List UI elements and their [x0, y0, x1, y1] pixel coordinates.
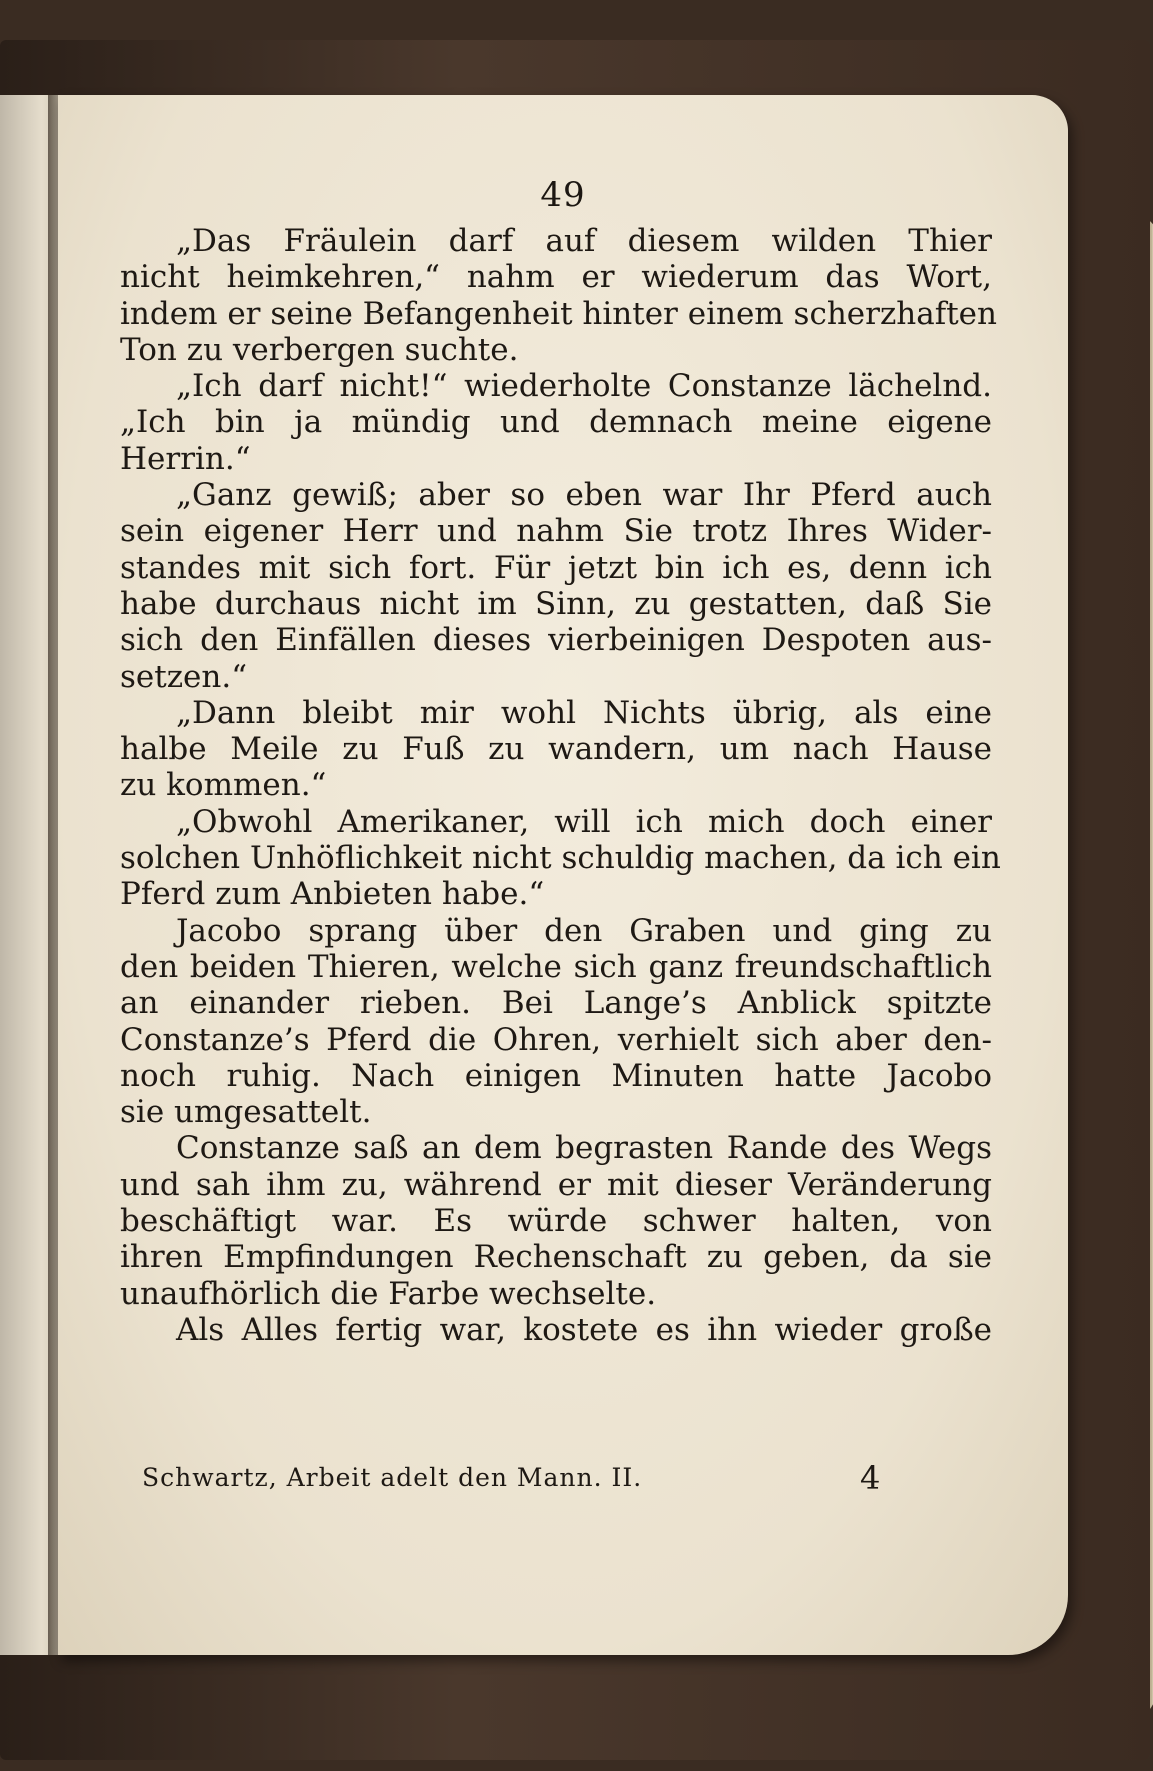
text-line: setzen.“ [120, 658, 248, 695]
text-line: indem er seine Befangenheit hinter einem scherzhaften [120, 295, 997, 332]
text-line: „Ganz gewiß; aber so eben war Ihr Pferd auch [176, 477, 992, 514]
text-line: sie umgesattelt. [120, 1094, 372, 1131]
text-line: Pferd zum Anbieten habe.“ [120, 876, 545, 913]
text-line: Constanze’s Pferd die Ohren, verhielt sich aber den- [120, 1021, 992, 1058]
paragraph [120, 803, 1001, 913]
paragraph [120, 913, 992, 1131]
text-line: habe durchaus nicht im Sinn, zu gestatten, daß Sie [120, 585, 992, 622]
text-line: standes mit sich fort. Für jetzt bin ich es, denn ich [120, 549, 992, 586]
paragraph [120, 368, 992, 477]
text-line: Constanze saß an dem begrasten Rande des Wegs [176, 1130, 992, 1167]
page-number: 49 [540, 175, 586, 215]
text-line: unaufhörlich die Farbe wechselte. [120, 1275, 657, 1312]
footer-imprint: Schwartz, Arbeit adelt den Mann. II. [142, 1463, 643, 1492]
text-line: beschäftigt war. Es würde schwer halten, von [120, 1203, 992, 1240]
text-line: „Das Fräulein darf auf diesem wilden Thier [176, 223, 992, 259]
page-footer [142, 1459, 982, 1503]
paragraph [120, 1130, 992, 1311]
text-line: sein eigener Herr und nahm Sie trotz Ihres Wider- [120, 513, 992, 550]
text-line: solchen Unhöflichkeit nicht schuldig machen, da ich ein [120, 840, 1001, 877]
text-line: „Ich darf nicht!“ wiederholte Constanze lächelnd. [176, 368, 992, 405]
text-line: an einander rieben. Bei Lange’s Anblick spitzte [120, 985, 992, 1022]
paragraph [120, 477, 992, 695]
signature-mark: 4 [860, 1459, 881, 1497]
paragraph [120, 1312, 992, 1348]
text-line: Herrin.“ [120, 440, 251, 477]
text-line: den beiden Thieren, welche sich ganz freundschaftlich [120, 948, 992, 985]
text-line: Als Alles fertig war, kostete es ihn wieder große [176, 1311, 992, 1348]
text-line: und sah ihm zu, während er mit dieser Veränderung [120, 1166, 992, 1203]
text-line: „Obwohl Amerikaner, will ich mich doch einer [176, 803, 992, 840]
text-line: halbe Meile zu Fuß zu wandern, um nach Hause [120, 731, 992, 768]
text-line: nicht heimkehren,“ nahm er wiederum das Wort, [120, 259, 992, 296]
body-text [120, 223, 1001, 1348]
text-line: Ton zu verbergen suchte. [120, 331, 519, 368]
text-line: sich den Einfällen dieses vierbeinigen Despoten aus- [120, 622, 992, 659]
text-line: Jacobo sprang über den Graben und ging zu [176, 912, 992, 949]
paragraph [120, 223, 997, 368]
text-line: ihren Empfindungen Rechenschaft zu geben, da sie [120, 1239, 992, 1276]
text-line: zu kommen.“ [120, 767, 327, 804]
text-line: „Ich bin ja mündig und demnach meine eigene [120, 404, 992, 441]
text-line: noch ruhig. Nach einigen Minuten hatte Jacobo [120, 1057, 992, 1094]
paragraph [120, 695, 992, 804]
text-line: „Dann bleibt mir wohl Nichts übrig, als eine [176, 694, 992, 731]
book-page [58, 95, 1068, 1655]
